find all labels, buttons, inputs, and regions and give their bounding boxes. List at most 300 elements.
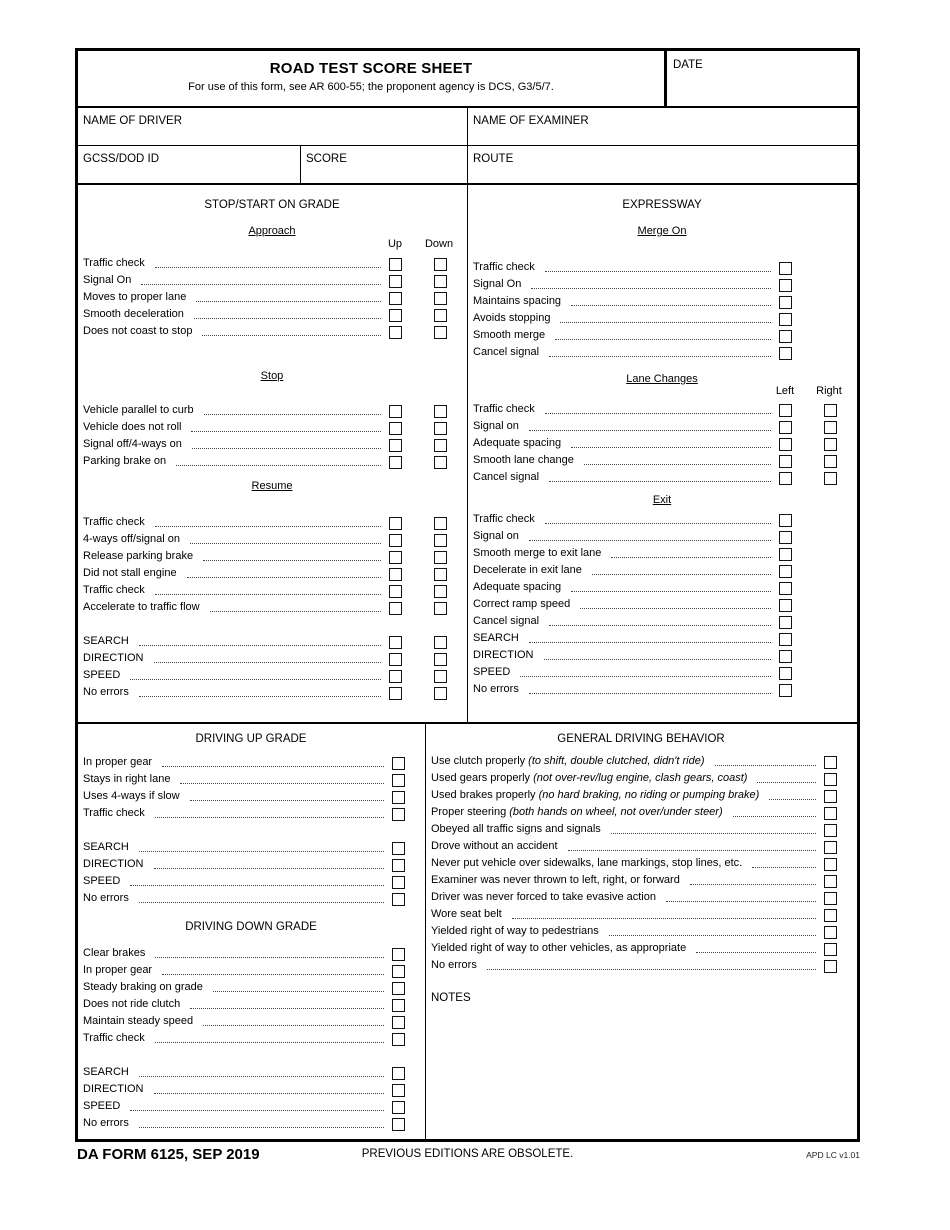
dot-leader [180, 783, 384, 784]
checkbox-group [779, 455, 837, 469]
item-label-italic: (no hard braking, no riding or pumping brake) [538, 789, 760, 801]
checkbox-group [389, 275, 447, 289]
checklist-row [473, 327, 851, 344]
checkbox[interactable] [779, 565, 792, 578]
dot-leader [176, 465, 381, 466]
up-grade-checklist [83, 754, 419, 907]
merge-on-checklist [473, 259, 851, 361]
dot-leader [190, 1008, 384, 1009]
checklist-row [473, 681, 851, 698]
checkbox[interactable] [434, 551, 447, 564]
names-row [78, 108, 857, 146]
dot-leader [769, 799, 816, 800]
checkbox[interactable] [434, 275, 447, 288]
checkbox[interactable] [389, 309, 402, 322]
dot-leader [139, 1127, 384, 1128]
checkbox-group [392, 965, 405, 979]
exit-checklist [473, 511, 851, 698]
checklist-row [83, 514, 461, 531]
item-label: Examiner was never thrown to left, right, or forward [431, 874, 680, 886]
checkbox[interactable] [434, 405, 447, 418]
item-label: Correct ramp speed [473, 598, 571, 610]
dot-leader [139, 645, 381, 646]
checkbox[interactable] [824, 756, 837, 769]
checkbox-group [779, 262, 837, 276]
route-field[interactable] [468, 146, 857, 183]
checkbox[interactable] [392, 757, 405, 770]
dot-leader [549, 481, 771, 482]
checkbox[interactable] [389, 653, 402, 666]
section-title: DRIVING DOWN GRADE [185, 921, 317, 933]
dot-leader [154, 868, 385, 869]
checklist-row [431, 770, 851, 787]
item-label: Release parking brake [83, 550, 194, 562]
checkbox-group [392, 757, 405, 771]
item-label: Steady braking on grade [83, 981, 203, 993]
section-title: EXPRESSWAY [622, 199, 702, 211]
checklist-row [83, 633, 461, 650]
checklist-row [83, 599, 461, 616]
checkbox[interactable] [392, 791, 405, 804]
item-label: Traffic check [473, 403, 535, 415]
form-border [75, 48, 860, 1142]
checkbox[interactable] [779, 582, 792, 595]
checklist-row [83, 1115, 419, 1132]
checkbox[interactable] [779, 279, 792, 292]
checkbox-group [824, 756, 837, 770]
checklist-row [473, 259, 851, 276]
item-label: Adequate spacing [473, 437, 562, 449]
dot-leader [141, 284, 381, 285]
checkbox[interactable] [779, 330, 792, 343]
checkbox[interactable] [389, 551, 402, 564]
checkbox[interactable] [392, 948, 405, 961]
item-label: 4-ways off/signal on [83, 533, 181, 545]
checkbox[interactable] [392, 808, 405, 821]
checkbox[interactable] [824, 943, 837, 956]
checkbox[interactable] [779, 404, 792, 417]
checkbox-group [389, 309, 447, 323]
item-label: In proper gear [83, 964, 153, 976]
score-field[interactable] [301, 146, 468, 183]
notes-area[interactable] [431, 988, 851, 1006]
gcss-dod-id-field[interactable] [78, 146, 301, 183]
item-label: Traffic check [83, 1032, 145, 1044]
checkbox-group [389, 653, 447, 667]
checkbox[interactable] [434, 439, 447, 452]
dot-leader [733, 816, 816, 817]
checklist-row [83, 754, 419, 771]
dot-leader [549, 625, 771, 626]
dot-leader [512, 918, 816, 919]
item-label: Signal on [473, 420, 519, 432]
dot-leader [210, 611, 381, 612]
checklist-row [473, 545, 851, 562]
dot-leader [571, 447, 771, 448]
checkbox[interactable] [824, 438, 837, 451]
checkbox[interactable] [389, 456, 402, 469]
checkbox[interactable] [779, 599, 792, 612]
form-footer [75, 1146, 860, 1166]
checkbox-group [824, 892, 837, 906]
checkbox-group [779, 548, 837, 562]
checkbox[interactable] [824, 807, 837, 820]
checkbox[interactable] [392, 1101, 405, 1114]
checkbox[interactable] [824, 892, 837, 905]
section-general-driving-behavior [426, 724, 857, 1139]
gcss-dod-id-label: GCSS/DOD ID [83, 153, 160, 165]
checkbox[interactable] [779, 616, 792, 629]
checkbox[interactable] [434, 517, 447, 530]
checklist-row [83, 565, 461, 582]
checkbox-group [779, 616, 837, 630]
checklist-row [473, 293, 851, 310]
col-up-label: Up [387, 238, 403, 250]
checklist-row [431, 855, 851, 872]
checkbox-group [824, 875, 837, 889]
item-label: Moves to proper lane [83, 291, 187, 303]
down-grade-checklist [83, 945, 419, 1132]
item-label: SEARCH [83, 841, 129, 853]
item-label: Drove without an accident [431, 840, 558, 852]
item-label: SPEED [83, 669, 121, 681]
checkbox[interactable] [392, 1084, 405, 1097]
item-label: Use clutch properly (to shift, double clutched, didn't ride) [431, 755, 705, 767]
checkbox[interactable] [824, 858, 837, 871]
dot-leader [580, 608, 771, 609]
checklist-row [83, 548, 461, 565]
item-label-italic: (both hands on wheel, not over/under steer) [509, 806, 723, 818]
dot-leader [155, 1042, 384, 1043]
form-number: DA FORM 6125, SEP 2019 [77, 1146, 260, 1163]
form-header-row [78, 51, 857, 108]
checkbox-group [779, 330, 837, 344]
section-title: DRIVING UP GRADE [195, 733, 307, 745]
checklist-row [473, 344, 851, 361]
bottom-sections [78, 724, 857, 1139]
checkbox[interactable] [434, 585, 447, 598]
dot-leader [139, 902, 384, 903]
checkbox[interactable] [389, 405, 402, 418]
checkbox[interactable] [779, 667, 792, 680]
obsolete-note: PREVIOUS EDITIONS ARE OBSOLETE. [361, 1148, 574, 1160]
checklist-row [473, 647, 851, 664]
checkbox[interactable] [434, 636, 447, 649]
checklist-row [431, 940, 851, 957]
dot-leader [139, 696, 381, 697]
checkbox-group [779, 313, 837, 327]
subsection-resume-heading: Resume [251, 480, 293, 492]
checkbox[interactable] [824, 909, 837, 922]
checkbox[interactable] [392, 842, 405, 855]
checkbox[interactable] [389, 534, 402, 547]
checklist-row [83, 771, 419, 788]
checkbox[interactable] [392, 965, 405, 978]
checkbox[interactable] [779, 684, 792, 697]
checkbox-group [389, 292, 447, 306]
item-label-italic: (not over-rev/lug engine, clash gears, coast) [533, 772, 748, 784]
dot-leader [568, 850, 816, 851]
driver-name-field[interactable] [78, 108, 468, 145]
apd-version: APD LC v1.01 [806, 1150, 860, 1160]
checkbox[interactable] [824, 421, 837, 434]
subsection-lane-changes-heading: Lane Changes [626, 373, 698, 385]
item-label: Uses 4-ways if slow [83, 790, 180, 802]
checklist-row [83, 582, 461, 599]
dot-leader [584, 464, 771, 465]
item-label: Traffic check [473, 513, 535, 525]
checkbox-group [779, 296, 837, 310]
checkbox[interactable] [779, 296, 792, 309]
item-label: Parking brake on [83, 455, 167, 467]
dot-leader [130, 885, 384, 886]
dot-leader [529, 642, 771, 643]
checkbox[interactable] [779, 455, 792, 468]
item-label: Does not coast to stop [83, 325, 193, 337]
dot-leader [545, 523, 771, 524]
item-label: No errors [431, 959, 477, 971]
checkbox[interactable] [389, 517, 402, 530]
checkbox[interactable] [434, 687, 447, 700]
item-label-italic: (to shift, double clutched, didn't ride) [528, 755, 705, 767]
item-label: No errors [83, 892, 129, 904]
checkbox[interactable] [389, 602, 402, 615]
examiner-name-field[interactable] [468, 108, 857, 145]
checkbox-group [392, 1084, 405, 1098]
item-label: Smooth lane change [473, 454, 574, 466]
dot-leader [139, 851, 384, 852]
checkbox[interactable] [434, 309, 447, 322]
checkbox[interactable] [392, 876, 405, 889]
item-label: Maintains spacing [473, 295, 562, 307]
checkbox-group [389, 568, 447, 582]
checkbox-group [392, 808, 405, 822]
checkbox[interactable] [392, 859, 405, 872]
item-label: Traffic check [83, 807, 145, 819]
checkbox-group [389, 405, 447, 419]
item-label: SEARCH [473, 632, 519, 644]
checkbox[interactable] [824, 824, 837, 837]
item-label: SEARCH [83, 1066, 129, 1078]
checklist-row [473, 613, 851, 630]
item-label: Never put vehicle over sidewalks, lane markings, stop lines, etc. [431, 857, 743, 869]
dot-leader [715, 765, 816, 766]
dot-leader [487, 969, 816, 970]
checkbox[interactable] [779, 514, 792, 527]
checkbox[interactable] [779, 438, 792, 451]
checklist-row [83, 945, 419, 962]
checkbox[interactable] [434, 326, 447, 339]
section-title: GENERAL DRIVING BEHAVIOR [557, 733, 725, 745]
checkbox-group [779, 421, 837, 435]
checkbox[interactable] [824, 875, 837, 888]
checkbox-group [389, 636, 447, 650]
checkbox-group [389, 517, 447, 531]
checkbox[interactable] [779, 347, 792, 360]
checkbox[interactable] [434, 568, 447, 581]
checkbox[interactable] [389, 275, 402, 288]
checklist-row [431, 838, 851, 855]
checklist-row [431, 787, 851, 804]
checkbox[interactable] [389, 422, 402, 435]
dot-leader [549, 356, 771, 357]
dot-leader [155, 817, 384, 818]
checkbox[interactable] [392, 1067, 405, 1080]
checklist-row [83, 436, 461, 453]
checkbox-group [779, 582, 837, 596]
checkbox-group [389, 670, 447, 684]
checklist-row [431, 804, 851, 821]
checkbox[interactable] [824, 960, 837, 973]
checkbox[interactable] [824, 404, 837, 417]
date-label: DATE [673, 59, 703, 71]
checklist-row [83, 979, 419, 996]
checkbox[interactable] [824, 773, 837, 786]
dot-leader [529, 540, 771, 541]
date-field[interactable] [667, 51, 857, 106]
dot-leader [757, 782, 816, 783]
item-label: Driver was never forced to take evasive action [431, 891, 656, 903]
checkbox[interactable] [824, 472, 837, 485]
checkbox[interactable] [389, 636, 402, 649]
checklist-row [473, 579, 851, 596]
checklist-row [431, 872, 851, 889]
checklist-row [473, 511, 851, 528]
checkbox[interactable] [779, 313, 792, 326]
checkbox[interactable] [434, 258, 447, 271]
checkbox-group [392, 1101, 405, 1115]
stop-checklist [83, 402, 461, 470]
checkbox-group [389, 439, 447, 453]
dot-leader [130, 1110, 384, 1111]
checkbox[interactable] [779, 531, 792, 544]
dot-leader [571, 591, 771, 592]
checkbox[interactable] [434, 456, 447, 469]
checkbox[interactable] [389, 439, 402, 452]
checklist-row [83, 1081, 419, 1098]
checklist-row [431, 906, 851, 923]
item-label: Stays in right lane [83, 773, 171, 785]
item-label: DIRECTION [83, 858, 144, 870]
checkbox[interactable] [824, 841, 837, 854]
dot-leader [203, 1025, 384, 1026]
checkbox[interactable] [434, 534, 447, 547]
dot-leader [155, 594, 381, 595]
subsection-merge-on-heading: Merge On [637, 225, 687, 237]
checkbox[interactable] [392, 774, 405, 787]
checkbox-group [389, 258, 447, 272]
checkbox[interactable] [389, 585, 402, 598]
checkbox[interactable] [779, 633, 792, 646]
item-label: Traffic check [83, 584, 145, 596]
checkbox[interactable] [434, 653, 447, 666]
checkbox-group [779, 472, 837, 486]
dot-leader [192, 448, 381, 449]
checkbox[interactable] [389, 670, 402, 683]
checklist-row [83, 667, 461, 684]
form-subtitle: For use of this form, see AR 600-55; the proponent agency is DCS, G3/5/7. [188, 81, 554, 93]
checkbox[interactable] [389, 292, 402, 305]
checkbox[interactable] [389, 568, 402, 581]
checkbox[interactable] [392, 1016, 405, 1029]
checkbox[interactable] [824, 926, 837, 939]
subsection-approach-heading: Approach [248, 225, 296, 237]
dot-leader [560, 322, 771, 323]
checkbox[interactable] [392, 982, 405, 995]
checkbox-group [824, 960, 837, 974]
item-label: Signal on [473, 530, 519, 542]
checkbox-group [389, 551, 447, 565]
checkbox[interactable] [779, 472, 792, 485]
checkbox[interactable] [779, 262, 792, 275]
checkbox-group [824, 909, 837, 923]
checklist-row [473, 664, 851, 681]
checklist-row [83, 1013, 419, 1030]
checkbox-group [392, 1067, 405, 1081]
item-label: Vehicle parallel to curb [83, 404, 194, 416]
checklist-row [83, 873, 419, 890]
dot-leader [529, 430, 771, 431]
behavior-checklist [431, 753, 851, 974]
checkbox[interactable] [434, 292, 447, 305]
dot-leader [130, 679, 381, 680]
checkbox[interactable] [779, 421, 792, 434]
checkbox[interactable] [389, 687, 402, 700]
item-label: SPEED [473, 666, 511, 678]
checkbox[interactable] [389, 326, 402, 339]
checkbox[interactable] [824, 455, 837, 468]
dot-leader [162, 766, 384, 767]
checklist-row [431, 923, 851, 940]
checkbox[interactable] [824, 790, 837, 803]
checkbox-group [389, 456, 447, 470]
dot-leader [609, 935, 816, 936]
dot-leader [571, 305, 771, 306]
checkbox-group [779, 633, 837, 647]
item-label: Vehicle does not roll [83, 421, 182, 433]
col-right-label: Right [816, 385, 842, 397]
item-label: DIRECTION [473, 649, 534, 661]
checkbox[interactable] [434, 422, 447, 435]
checkbox[interactable] [392, 1033, 405, 1046]
dot-leader [529, 693, 771, 694]
checkbox[interactable] [779, 548, 792, 561]
item-label: Did not stall engine [83, 567, 177, 579]
checkbox-group [824, 841, 837, 855]
checklist-row [473, 630, 851, 647]
notes-label: NOTES [431, 992, 471, 1004]
checkbox[interactable] [392, 999, 405, 1012]
checkbox[interactable] [392, 1118, 405, 1131]
checkbox[interactable] [389, 258, 402, 271]
checkbox-group [389, 326, 447, 340]
section-title: STOP/START ON GRADE [204, 199, 340, 211]
dot-leader [611, 557, 771, 558]
item-label: Cancel signal [473, 615, 540, 627]
id-score-route-row [78, 146, 857, 185]
checkbox[interactable] [779, 650, 792, 663]
checklist-row [473, 528, 851, 545]
dot-leader [154, 1093, 385, 1094]
checkbox[interactable] [434, 602, 447, 615]
checkbox[interactable] [392, 893, 405, 906]
checkbox[interactable] [434, 670, 447, 683]
checkbox-group [389, 687, 447, 701]
checkbox-group [779, 599, 837, 613]
dot-leader [155, 267, 381, 268]
item-label: Cancel signal [473, 471, 540, 483]
checkbox-group [779, 347, 837, 361]
